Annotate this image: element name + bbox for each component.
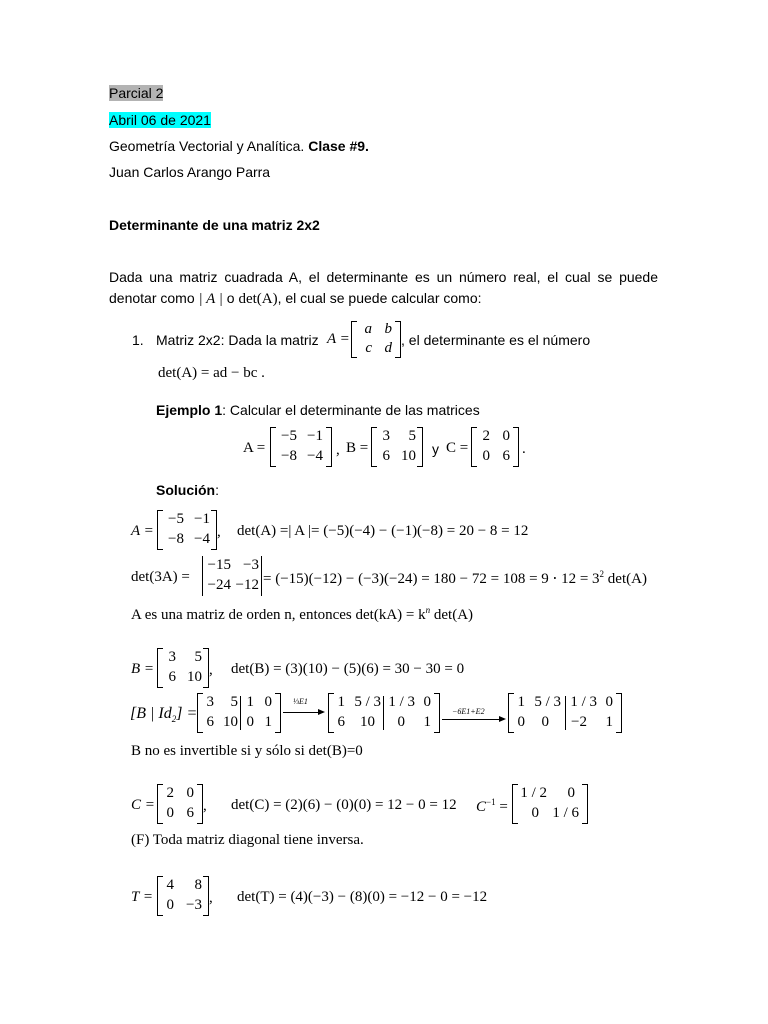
example-B-label: B = bbox=[346, 440, 369, 456]
solution-det3A-matrix: −15 −3 −24 −12 bbox=[202, 556, 262, 596]
example-period: . bbox=[522, 441, 526, 457]
solution-scale-rule: A es una matriz de orden n, entonces $\det(kA) = k^n$ det(A) bbox=[131, 605, 474, 623]
op2-label: −6E1+E2 bbox=[452, 707, 485, 716]
intro-line-2: denotar como | A | o det(A), el cual se puede calcular como: bbox=[109, 290, 482, 307]
solution-A-matrix: −5 −1 −8 −4 bbox=[157, 510, 217, 550]
solution-T-matrix: 4 8 0 −3 bbox=[157, 876, 209, 916]
example-comma: , bbox=[336, 442, 340, 458]
item1-formula: det(A) = ad − bc . bbox=[158, 365, 265, 381]
solution-B-comma: , bbox=[209, 662, 213, 678]
solution-detA: det(A) =| A |= (−5)(−4) − (−1)(−8) = 20 − 8 = 12 bbox=[237, 523, 529, 539]
solution-Cinv-label: $C^{-1}$ = bbox=[476, 797, 508, 815]
solution-detB: det(B) = (3)(10) − (5)(6) = 30 − 30 = 0 bbox=[231, 661, 465, 677]
solution-aug3-matrix: 1 5 / 3 1 / 3 0 0 0 −2 1 bbox=[508, 693, 622, 733]
solution-C-comma: , bbox=[203, 798, 207, 814]
op1-arrow bbox=[283, 712, 323, 713]
solution-B-matrix: 3 5 6 10 bbox=[157, 648, 209, 688]
item1-text-a: Matriz 2x2: Dada la matriz bbox=[156, 332, 319, 348]
section-title: Determinante de una matriz 2x2 bbox=[109, 217, 320, 233]
solution-A-label: A = bbox=[131, 523, 154, 539]
item1-text-b: , el determinante es el número bbox=[401, 332, 591, 348]
solution-B-note: B no es invertible si y sólo si det(B)=0 bbox=[131, 743, 363, 759]
example-B-matrix: 3 5 6 10 bbox=[371, 427, 423, 467]
item1-number: 1. bbox=[132, 332, 144, 348]
header-author: Juan Carlos Arango Parra bbox=[109, 164, 271, 180]
solution-aug2-matrix: 1 5 / 3 1 / 3 0 6 10 0 1 bbox=[328, 693, 440, 733]
op1-label: ⅓E1 bbox=[293, 697, 308, 706]
item1-matrix: a b c d bbox=[351, 321, 401, 358]
solution-A-comma: , bbox=[217, 524, 221, 540]
solution-title: Solución: bbox=[156, 482, 220, 498]
example-A-label: A = bbox=[243, 440, 266, 456]
solution-T-comma: , bbox=[209, 890, 213, 906]
header-label: Parcial 2 bbox=[109, 85, 164, 101]
header-date: Abril 06 de 2021 bbox=[109, 112, 211, 128]
example-C-label: C = bbox=[446, 440, 469, 456]
solution-det3A-label: det(3A) = bbox=[131, 569, 190, 585]
solution-detC: det(C) = (2)(6) − (0)(0) = 12 − 0 = 12 bbox=[231, 797, 457, 813]
solution-Cinv-matrix: 1 / 2 0 0 1 / 6 bbox=[512, 784, 588, 824]
solution-T-label: T = bbox=[131, 889, 153, 905]
example-y: y bbox=[432, 441, 439, 457]
solution-C-matrix: 2 0 0 6 bbox=[157, 784, 203, 824]
solution-C-note: (F) Toda matriz diagonal tiene inversa. bbox=[131, 832, 364, 848]
solution-det3A-rhs: = $(-15)(-12) - (-3)(-24) = 180 - 72 = 108 = 9 \cdot 12 = 3^2$ det(A) bbox=[263, 569, 647, 587]
solution-aug-label: [B | $Id_2$] = bbox=[130, 705, 198, 725]
example-C-matrix: 2 0 0 6 bbox=[471, 427, 519, 467]
solution-C-label: C = bbox=[131, 797, 155, 813]
example-A-matrix: −5 −1 −8 −4 bbox=[270, 427, 332, 467]
item1-lhs: A = bbox=[327, 331, 350, 347]
solution-B-label: B = bbox=[131, 661, 155, 677]
header-course: Geometría Vectorial y Analítica. Clase #9. bbox=[109, 138, 369, 154]
solution-detT: det(T) = (4)(−3) − (8)(0) = −12 − 0 = −12 bbox=[237, 889, 488, 905]
solution-aug1-matrix: 3 5 1 0 6 10 0 1 bbox=[197, 693, 281, 733]
intro-line-1: Dada una matriz cuadrada A, el determinante es un número real, el cual se puede bbox=[109, 269, 658, 285]
op2-arrow bbox=[442, 719, 504, 720]
example-heading: Ejemplo 1: Calcular el determinante de las matrices bbox=[156, 402, 480, 418]
